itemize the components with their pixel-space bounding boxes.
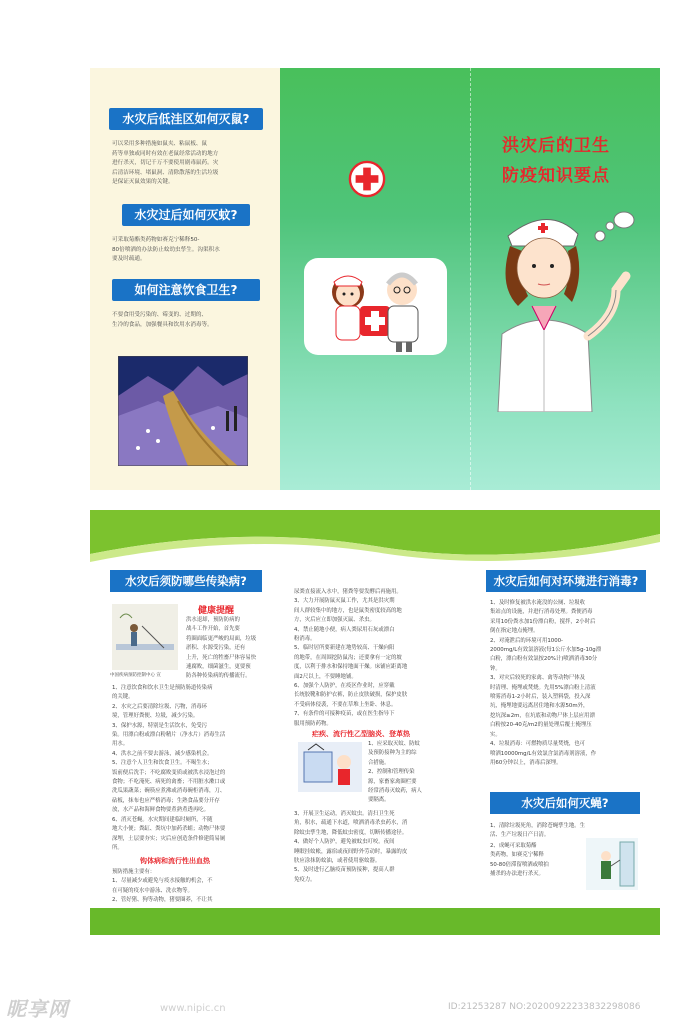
fly-control-text-2: 2、成蝇可采取菊酯 类药物，如赛克宁稀释 50-80倍滞留喷洒或喷拍 捕杀的办法进行杀灭。 (490, 843, 549, 878)
watermark-logo: 昵享网 (6, 997, 69, 1021)
prevention-text-b: 3、开展卫生运动，消灭蚊虫。清扫卫生死 角，积水，疏通下水道，喷洒消毒杀虫药水，消 除蚊虫孳生地，降低蚊虫密度，切断传播途径。 4、做好个人防护，避免被蚊虫叮咬。夜间 睡眠挂蚊帐，露宿或夜间野外劳动时，暴露的皮 肤应涂抹防蚊油，或者使用驱蚊器。 5、及时进行乙脑疫苗预防接种，提高人群 免疫力。 (294, 811, 408, 883)
top-wave-decoration (90, 510, 660, 570)
fly-control-text-1: 1、清除垃圾死角，消除苍蝇孳生地。生 活、生产垃圾日产日清。 (490, 823, 586, 839)
image-caption: 中国疾病预防控制中心 宣 (110, 673, 161, 678)
mosquito-text: 可采取菊酯类药物如赛克宁稀释50- 80倍喷洒的办法防止蚊幼虫孳生。沟渠积水 要及时疏通。 (112, 237, 220, 263)
watermark-url: www.nipic.cn (160, 1003, 226, 1014)
food-heading: 如何注意饮食卫生? (112, 279, 260, 301)
disinfection-heading: 水灾后如何对环境进行消毒? (486, 570, 646, 592)
watermark-id: ID:21253287 NO:20200922233832298086 (448, 1002, 641, 1012)
food-text: 不要食用受污染的、霉变的、过期的、 生冷的食品，加强餐具和饮用水消毒等。 (112, 312, 213, 328)
mosquito-heading: 水灾过后如何灭蚊? (122, 204, 250, 226)
disease-text: 1、注意饮食和饮水卫生是预防肠道传染病 的关键。 2、水灾之后要清除垃圾、污物，消毒环 境，管理好粪便、垃圾，减少污染。 3、保护水源，特别是生活饮水，免受污 染。用漂白粉或漂白粉精片（净水片）消毒生活 用水。 4、洪水之前不要去游泳，减少感染机会。 5、注意个人卫生和饮食卫生。不喝生水； 饭前便后洗手；不吃腐败变质或被洪水浸泡过的 食物；不吃淹死、病死的禽畜；不用脏水漱口或 洗瓜果蔬菜；碗筷应煮沸或消毒碗柜消毒，刀、 砧板，抹布也应严格消毒；生熟食品要分开存 放，水产品和海鲜食物要煮熟煮透再吃。 6、消灭苍蝇。水灾期间建临时厕所，不随 地大小便；粪缸、粪坑中加药杀蛆；动物尸体要 深埋，土层要夯实；灾后应创造条件修建简易厕 所。 (112, 685, 226, 851)
health-reminder-title: 健康提醒 (198, 606, 235, 616)
nurse-doctor-illustration (318, 262, 436, 354)
red-cross-icon (348, 160, 386, 198)
mosquito-prevention-image (298, 742, 362, 792)
cover-title-line1: 洪灾后的卫生 (502, 136, 610, 156)
leptospirosis-text: 预防措施主要有： 1、尽量减少或避免与疫水接触的机会，不 在可疑的疫水中游泳、洗衣物等。 2、管好猪、狗等动物，猪要圈养，不让其 (112, 869, 213, 904)
flood-rescue-image (112, 604, 178, 670)
disease-heading: 水灾后须防哪些传染病? (110, 570, 262, 592)
rat-heading: 水灾后低洼区如何灭鼠? (109, 108, 263, 130)
spraying-illustration (586, 838, 638, 890)
malaria-text-side: 1、应采取灭蚊、防蚊 及预防接种为主的综 合措施。 2、控制和管理传染 源，家畜家禽圈栏要 经常消毒灭蚊药，病人 要隔离。 (368, 741, 422, 804)
flood-illustration (118, 356, 248, 466)
health-reminder-text: 洪水退却，预防防病的 战斗工作开始，首先要 将圈面临更严峻的局面，垃圾 淤积、水源受污染，还有 上升，死亡的牲畜尸体容易快 速腐败，细菌滋生，更要预 防各种传染病的传播流行。 (186, 617, 257, 680)
bottom-band (90, 908, 660, 935)
leptospirosis-subheading: 钩体病和流行性出血热 (140, 857, 210, 865)
cover-title-line2: 防疫知识要点 (502, 166, 610, 186)
prevention-text-a: 尿粪直接流入水中，猪粪等要发酵后再施用。 3、大力开展防鼠灭鼠工作，尤其是洪灾期 间人群较集中的地方，也是鼠类密度较高的地 方，灾后应立即加强灭鼠、杀虫。 4、禁止随地小便，病人粪尿用石灰或漂白 粉消毒。 5、临时居所要新建在地势较高、干燥向阳 的地带，在周围挖防鼠沟；还要拿有一定的坡 度，以利于排水和保持地面干燥。床铺应距离地 面2尺以上，不要睡地铺。 6、加强个人防护，在疫区作业时，应穿戴 长统胶靴和防护衣裤，防止皮肤破损，保护皮肤 不受病体侵袭，不要在草堆上坐卧、休息。 7、有条件的可接种疫苗，或在医生指导下 服用预防药物。 (294, 589, 408, 727)
malaria-subheading: 疟疾、流行性乙型脑炎、登革热 (312, 730, 410, 738)
nurse-illustration (488, 206, 644, 412)
rat-text: 可以采用多种措施如鼠夹、粘鼠板、鼠 药等单独或同时有效在老鼠经常活动的地方 进行杀灭，切记千万不要使用剧毒鼠药。灾 后清洁环境、堵鼠洞、清除散落的生活垃圾 是保证灭鼠效果的关键。 (112, 141, 219, 186)
fold-line (470, 68, 471, 490)
fly-control-heading: 水灾后如何灭蝇? (490, 792, 640, 814)
disinfection-text: 1、及时修复被洪水淹没的公厕、垃圾收 集站点的设施，并进行消毒处理。粪便消毒 采用10份粪水加1份漂白粉，搅拌，2小时后 倒在指定地点掩埋。 2、对淹泄后的环境可用1000- 2000mg/L有效氯溶液(每1公斤水加5g-10g漂 白粉，漂白粉有效氯按20%计)喷洒消毒30分 钟。 3、对灾后较死的家禽、禽等动物尸体及 时清理、掩埋或焚烧。先用5%漂白粉上清液 喷雾消毒1-2小时后，装入塑料袋，投入深 坑，掩埋地要远离居住地和水源50m外， 挖坑深≥2m，在坑底和动物尸体上层应用漂 白粉按20-40克/m2的量处理后覆土掩埋压 实。 4、垃圾消毒：可燃物质尽量焚烧，也可 喷洒10000mg/L有效氯含氯消毒剂溶液，作 用60分钟以上，消毒后深埋。 (490, 600, 602, 766)
